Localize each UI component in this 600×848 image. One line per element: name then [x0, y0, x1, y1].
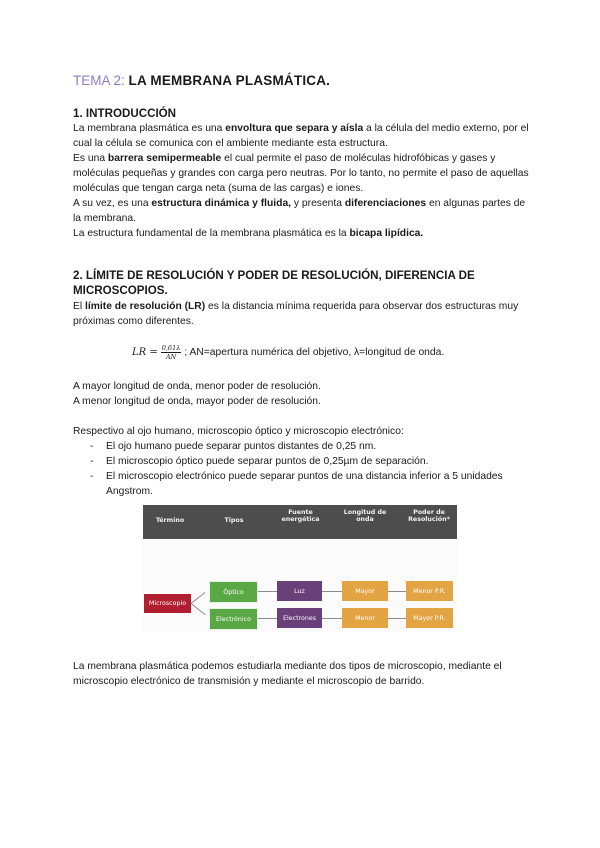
box-luz: Luz	[277, 581, 322, 601]
wavelength-line-2: A menor longitud de onda, mayor poder de resolución.	[73, 396, 321, 407]
connector-row2-b	[322, 618, 342, 619]
section1-paragraph-3: A su vez, es una estructura dinámica y fluida, y presenta diferenciaciones en algunas partes de la membrana.	[73, 198, 526, 224]
resolution-formula	[132, 344, 444, 361]
box-optico: Óptico	[209, 581, 258, 603]
title-number: TEMA 2:	[73, 73, 125, 88]
section2-paragraph-1: El límite de resolución (LR) es la distancia mínima requerida para observar dos estructuras muy próximas como diferentes.	[73, 301, 519, 327]
connector-row1-a	[256, 591, 277, 592]
header-termino: Término	[155, 517, 185, 524]
header-fuente: Fuente energética	[281, 509, 320, 523]
section2-heading: 2. LÍMITE DE RESOLUCIÓN Y PODER DE RESOLUCIÓN, DIFERENCIA DE MICROSCOPIOS.	[73, 269, 475, 297]
section1-paragraph-2: Es una barrera semipermeable el cual permite el paso de moléculas hidrofóbicas y gases y moléculas pequeñas y grandes con carga pero neutras. Por lo tanto, no permite el paso de aquellas moléculas que tengan carga neta (suma de las cargas) e iones.	[73, 153, 529, 194]
box-menor-pr: Menor P.R.	[406, 581, 453, 601]
list-item: - El microscopio electrónico puede separar puntos de una distancia inferior a 5 unidades Angstrom.	[73, 469, 533, 499]
header-longitud: Longitud de onda	[343, 509, 387, 523]
formula-fraction	[161, 344, 182, 361]
page-title	[73, 73, 330, 88]
box-menor: Menor	[342, 608, 388, 628]
connector-term-optico	[191, 592, 206, 604]
closing-paragraph: La membrana plasmática podemos estudiarla mediante dos tipos de microscopio, mediante el microscopio electrónico de transmisión y mediante el microscopio de barrido.	[73, 661, 502, 687]
section1-paragraph-4: La estructura fundamental de la membrana plasmática es la bicapa lipídica.	[73, 228, 424, 239]
comparison-list	[73, 439, 533, 499]
box-mayor: Mayor	[342, 581, 388, 601]
list-item: - El microscopio óptico puede separar puntos de 0,25µm de separación.	[73, 454, 533, 469]
connector-row2-a	[256, 618, 277, 619]
comparison-intro: Respectivo al ojo humano, microscopio óptico y microscopio electrónico:	[73, 426, 404, 437]
section1-paragraph-1: La membrana plasmática es una envoltura que separa y aísla a la célula del medio externo, por el cual la célula se comunica con el ambiente mediante esta estructura.	[73, 123, 529, 149]
connector-row1-b	[322, 591, 342, 592]
formula-lhs: LR =	[132, 347, 158, 358]
title-text: LA MEMBRANA PLASMÁTICA.	[128, 73, 331, 88]
box-microscopio: Microscopio	[144, 594, 191, 613]
list-item: - El ojo humano puede separar puntos distantes de 0,25 nm.	[73, 439, 533, 454]
formula-denominator: AN	[165, 353, 177, 361]
connector-term-electronico	[191, 603, 206, 615]
wavelength-line-1: A mayor longitud de onda, menor poder de resolución.	[73, 381, 321, 392]
connector-row2-c	[388, 618, 406, 619]
microscope-diagram	[143, 505, 457, 632]
header-poder: Poder de Resolución*	[408, 509, 450, 523]
formula-numerator: 0,61λ	[161, 344, 181, 352]
formula-explanation: ; AN=apertura numérica del objetivo, λ=longitud de onda.	[184, 347, 445, 358]
box-mayor-pr: Mayor P.R.	[406, 608, 453, 628]
connector-row1-c	[388, 591, 406, 592]
box-electrones: Electrones	[277, 608, 322, 628]
box-electronico: Electrónico	[209, 608, 258, 630]
header-tipos: Tipos	[224, 517, 244, 524]
section1-heading: 1. INTRODUCCIÓN	[73, 107, 177, 120]
